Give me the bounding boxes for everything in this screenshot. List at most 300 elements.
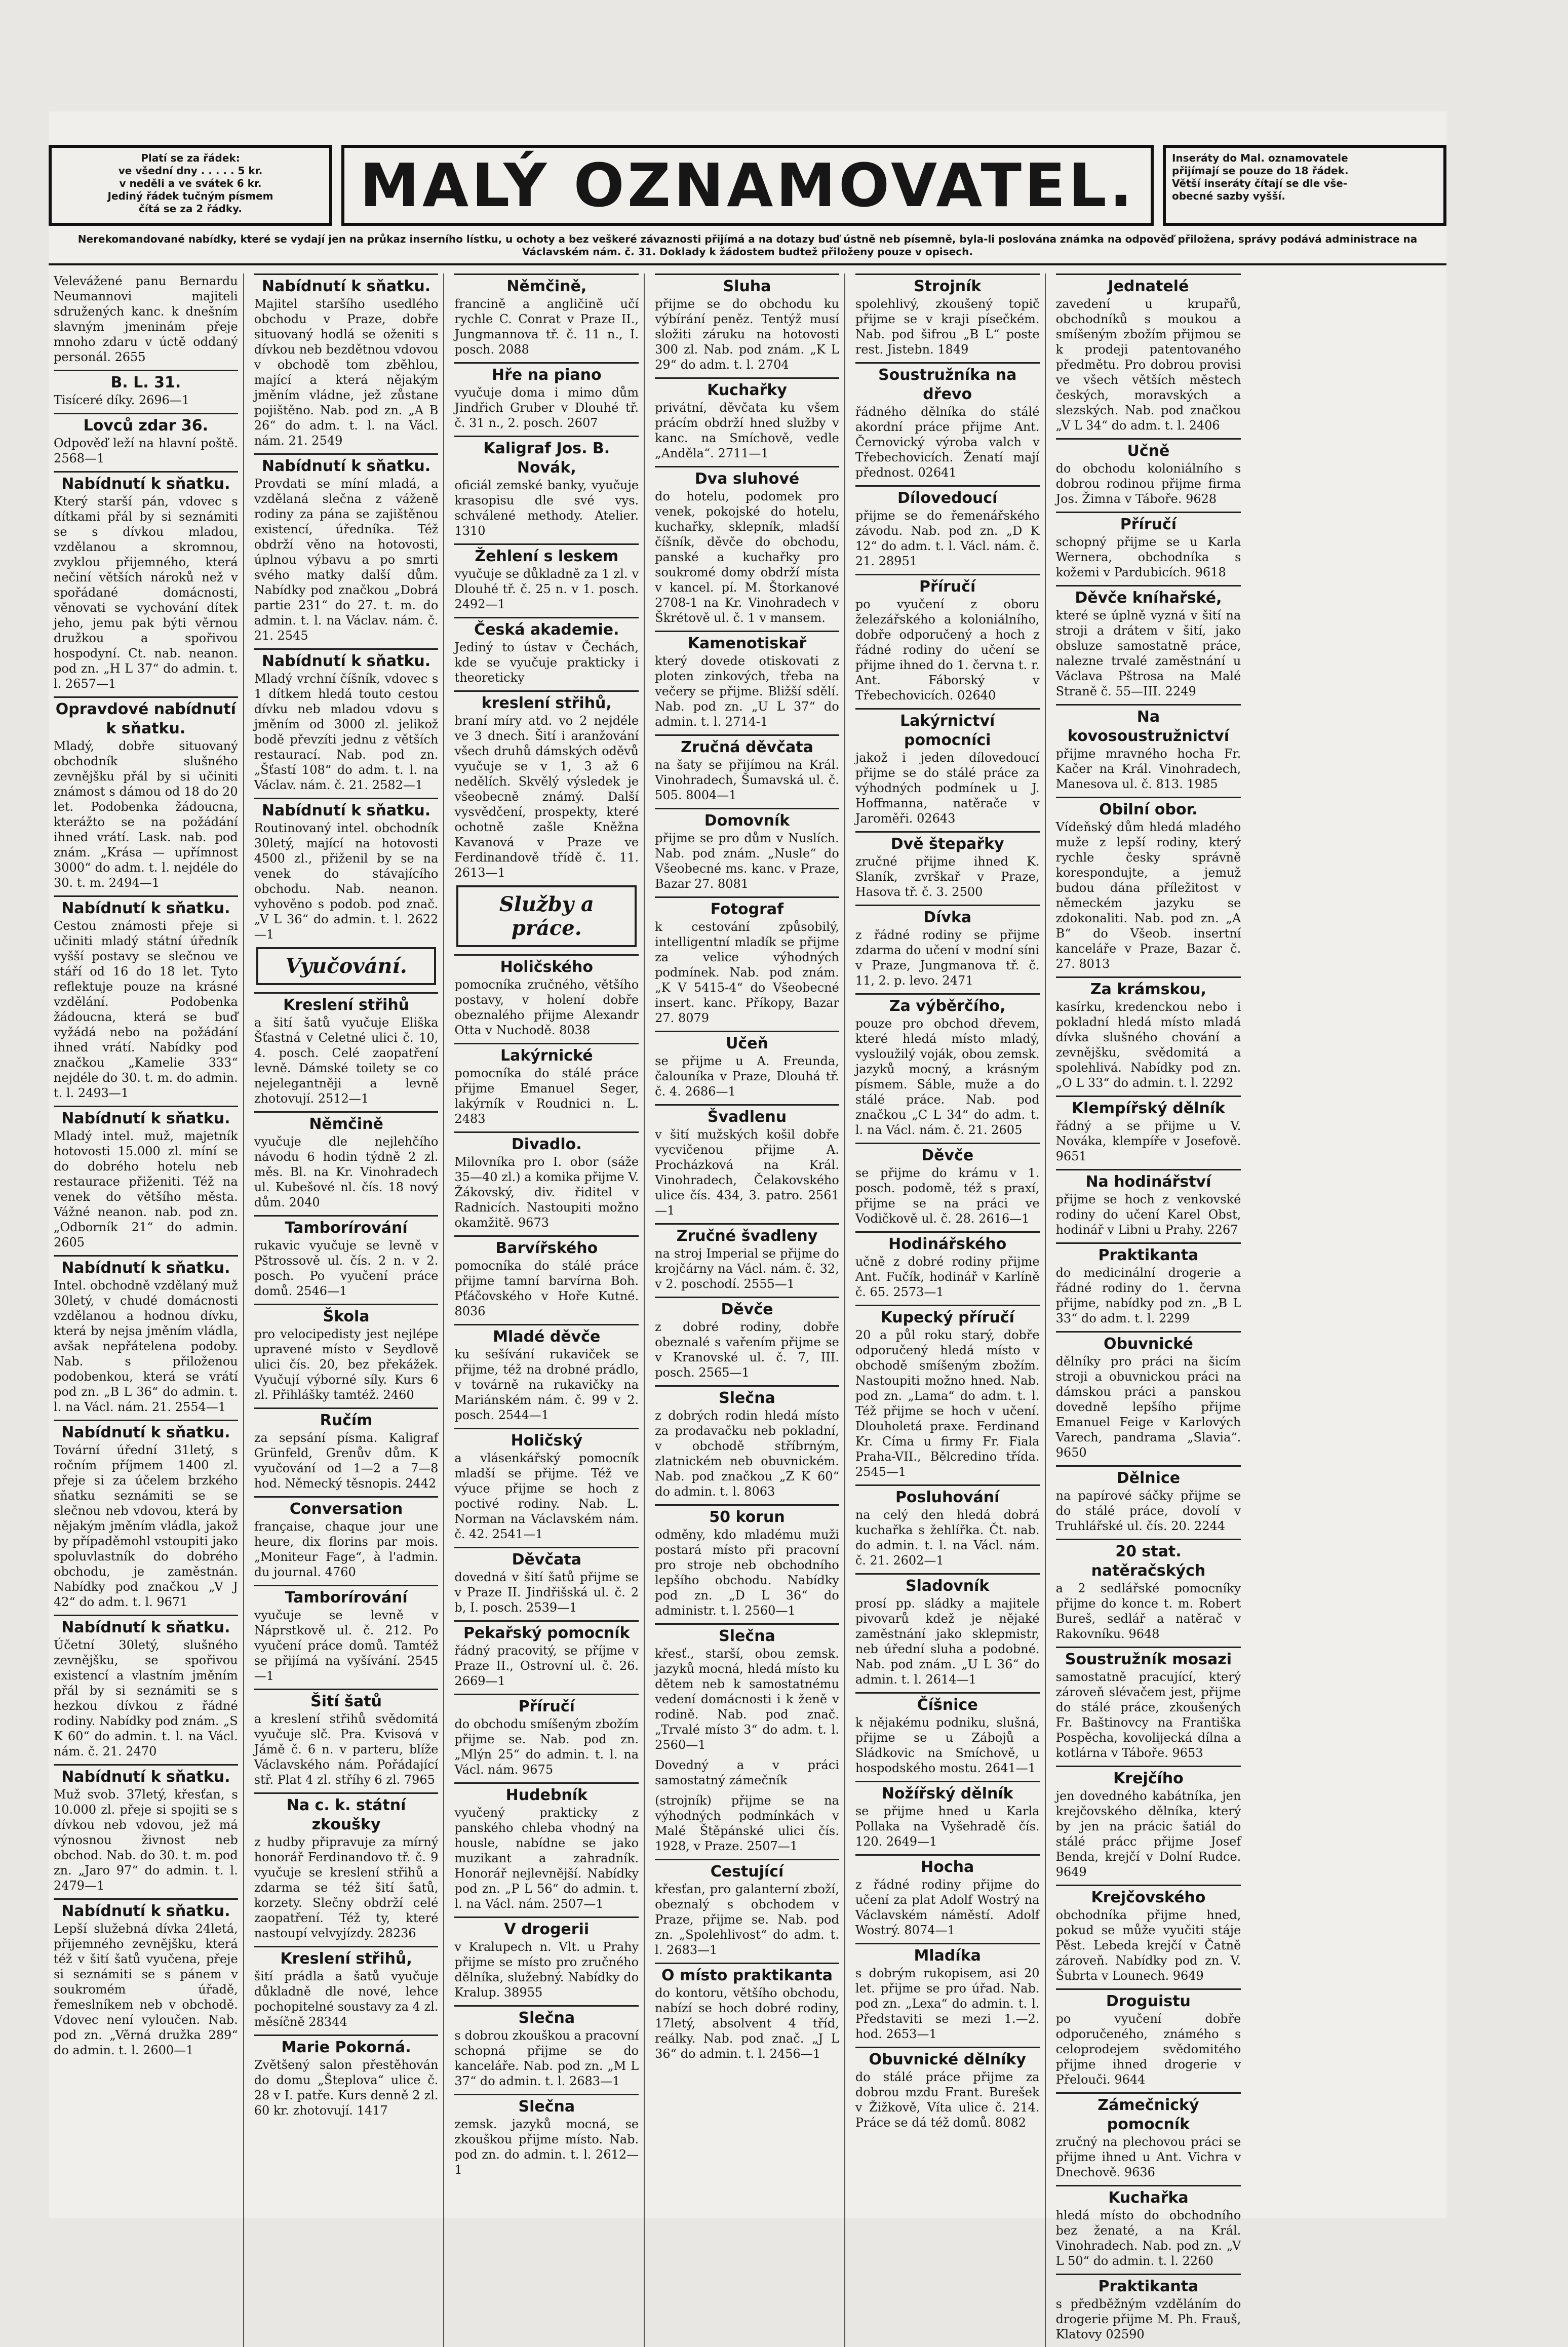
classified-ad (855, 1943, 1040, 2042)
section-heading: Služby a práce. (456, 885, 637, 947)
classified-ad (254, 798, 439, 942)
ad-text: zručný na plechovou práci se přijme ihned u Ant. Vichra v Dnechově. 9636 (1055, 2135, 1241, 2179)
ad-text: které se úplně vyzná v šití na stroji a drátem v šití, jako obsluze samostatně práce, nalezne trvalé zaměstnání u Václava Pštrosa na Malé Straně č. 55—III. 2249 (1055, 608, 1241, 698)
ad-text: privátní, děvčata ku všem prácím obdrží hned služby v kanc. na Smíchově, vedle „Anděla“. 2711—1 (655, 401, 839, 460)
page-title: MALÝ OZNAMOVATEL. (341, 145, 1154, 226)
ad-text: do medicinální drogerie a řádné rodiny do 1. června přijme, nabídky pod zn. „B L 33“ do adm. t. l. 2299 (1055, 1266, 1241, 1325)
classified-ad (54, 370, 238, 408)
ad-text: odměny, kdo mladému muži postará místo při pracovní pro stroje neb obchodního lepšího obchodu. Nabídky pod zn. „D L 36“ do administr. t. l. 2560—1 (655, 1528, 839, 1618)
ad-title: Sluha (655, 273, 839, 296)
ad-text: Účetní 30letý, slušného zevnějšku, se spořivou existencí a vlastním jměním přál by si seznámiti se s hezkou dívkou z řádné rodiny. Nabídky pod znám. „S K 60“ do admin. t. l. na Václ. nám. č. 21. 2470 (54, 1638, 238, 1758)
ad-title: Kuchařka (1056, 2185, 1241, 2208)
classified-ad (454, 1916, 639, 2000)
ad-title: Slečna (655, 1623, 839, 1646)
ad-title: Nabídnutí k sňatku. (254, 648, 439, 671)
classified-ad (1056, 512, 1241, 580)
ad-title: Dílovedoucí (855, 485, 1040, 508)
ad-text: do obchodu smíšeným zbožím přijme se. Nab. pod zn. „Mlýn 25“ do admin. t. l. na Václ. nám. 9675 (454, 1717, 639, 1777)
info-line: Inseráty do Mal. oznamovatele (1172, 152, 1348, 164)
classified-ad (655, 1297, 839, 1380)
ad-text: obchodníka přijme hned, pokud se může vyučiti stáje Pěst. Lebeda krejčí v Čatně zároveň. Nabídky pod zn. V. Šubrta v Lounech. 9649 (1055, 1908, 1241, 1983)
classified-ad (454, 1428, 639, 1542)
ad-text: na šaty se přijímou na Král. Vinohradech, Šumavská ul. č. 505. 8004—1 (655, 758, 839, 802)
ad-title: Škola (254, 1304, 439, 1326)
classified-ad (655, 1963, 839, 2061)
ad-text: Cestou známosti přeje si učiniti mladý státní úředník vyšší postavy se slečnou ve stáří od 16 do 18 let. Tyto reflektuje pouze na krásné vzdělání. Podobenka žádoucna, která se buď vyžádá nebo na požádání ihned vrátí. Nabídky pod značkou „Kamelie 333“ nejdéle do 30. t. m. do admin. t. l. 2493—1 (54, 919, 238, 1100)
classified-ad (1056, 2274, 1241, 2342)
classified-ad (1056, 1988, 1241, 2087)
classified-ad (254, 1407, 439, 1491)
classified-ad (655, 734, 839, 803)
ad-text: kasírku, kredenckou nebo i pokladní hledá místo mladá dívka slušného chování a zevnějšku, svědomitá a spolehlivá. Nabídky pod zn. „O L 33“ do admin. t. l. 2292 (1055, 1000, 1241, 1090)
ad-text: pomocníka do stálé práce přijme Emanuel Seger, lakýrník v Roudnici n. L. 2483 (454, 1066, 639, 1126)
ad-text: k cestování způsobilý, intelligentní mladík se přijme za velice výhodných podmínek. Nab. pod znám. „K V 5415-4“ do Všeobecné insert. kanc. Příkopy, Bazar 27. 8079 (655, 920, 839, 1025)
classified-ad (54, 471, 238, 691)
classified-ad (655, 896, 839, 1026)
ad-title: Nabídnutí k sňatku. (54, 1898, 238, 1921)
ad-title: Hudebník (454, 1782, 639, 1805)
classified-ad (1056, 438, 1241, 506)
ad-title: Nabídnutí k sňatku. (254, 798, 439, 820)
ad-text: s dobrým rukopisem, asi 20 let. přijme se pro úřad. Nab. pod zn. „Lexa“ do admin. t. l. Představiti se mezi 1.—2. hod. 2653—1 (855, 1966, 1040, 2041)
ad-text: a kreslení střihů svědomitá vyučuje slč. Pra. Kvisová v Jámě č. 6 n. v parteru, blíže Václavského nám. Pořádající stř. Plat 4 zl. stříhy 6 zl. 7965 (254, 1712, 439, 1787)
ad-text: prosí pp. sládky a majitele pivovarů kdež je nějaké zaměstnání jako sklepmistr, neb úřední sluha a podobné. Nab. pod znám. „U L 36“ do admin. t. l. 2614—1 (855, 1596, 1040, 1687)
ad-text: dělníky pro práci na šicím stroji a obuvnickou práci na dámskou práci a panskou dovedně lepšího přijme Emanuel Feige v Karlových Varech, pandrama „Slavia“. 9650 (1055, 1354, 1241, 1460)
ad-title: V drogerii (454, 1916, 639, 1939)
ad-text: oficiál zemské banky, vyučuje krasopisu dle své vys. schválené methody. Atelier. 1310 (454, 478, 639, 538)
ad-text: který dovede otiskovati z ploten zinkových, třeba na večery se přijme. Bližší sdělí. Nab. pod zn. „U L 37“ do admin. t. l. 2714-1 (655, 654, 839, 729)
ad-title: Děvče kníhařské, (1056, 585, 1241, 608)
classified-ad (454, 2094, 639, 2177)
ad-text: na celý den hledá dobrá kuchařka s žehlířka. Čt. nab. do admin. t. l. na Václ. nám. č. 21. 2602—1 (855, 1508, 1040, 1568)
rates-line: Jediný řádek tučným písmem (107, 190, 273, 202)
ad-title: Zručná děvčata (655, 734, 839, 757)
ad-title: Slečna (454, 2094, 639, 2117)
classified-columns (49, 273, 1446, 2341)
ad-text: jakož i jeden dílovedoucí přijme se do stálé práce za výhodných podmínek u J. Hoffmanna, natěrače v Jaroměři. 02643 (855, 751, 1040, 826)
header-rule (49, 263, 1446, 265)
classified-ad (1056, 704, 1241, 792)
classified-ad (54, 895, 238, 1101)
classified-ad (855, 1305, 1040, 1479)
classified-ad (254, 1585, 439, 1684)
classified-ad (454, 436, 639, 538)
classified-ad (1056, 1539, 1241, 1641)
column-3 (449, 273, 645, 2347)
info-box (1163, 145, 1446, 226)
ad-title: Dvě štepařky (855, 831, 1040, 854)
ad-title: Za výběrčího, (855, 993, 1040, 1016)
column-5 (850, 273, 1046, 2347)
classified-ad (254, 1304, 439, 1402)
ad-text: vyučuje se důkladně za 1 zl. v Dlouhé tř. č. 25 n. v 1. posch. 2492—1 (454, 567, 639, 611)
ad-title: O místo praktikanta (655, 1963, 839, 1985)
ad-text: Muž svob. 37letý, křesťan, s 10.000 zl. přeje si spojiti se s dívkou neb vdovou, jež má výnosnou živnost neb obchod. Nab. do 30. t. m. pod zn. „Jaro 97“ do admin. t. l. 2479—1 (54, 1787, 238, 1893)
ad-text: pouze pro obchod dřevem, které hledá místo mladý, vysloužilý voják, obou zemsk. jazyků mocný, a krásným písmem. Sáble, muže a do stálé práce. Nab. pod značkou „C L 34“ do adm. t. l. na Václ. nám. č. 21. 2605 (855, 1016, 1040, 1137)
ad-title: Děvčata (454, 1547, 639, 1570)
ad-title: Obuvnické dělníky (855, 2047, 1040, 2069)
ad-text: křesťan, pro galanterní zboží, obeznalý s obchodem v Praze, přijme se. Nab. pod zn. „Spolehlivost“ do adm. t. l. 2683—1 (655, 1882, 839, 1957)
classified-ad (254, 1111, 439, 1210)
ad-title: Nabídnutí k sňatku. (54, 1106, 238, 1128)
classified-ad (54, 273, 238, 365)
ad-title: Opravdové nabídnutí k sňatku. (54, 696, 238, 738)
rates-line: čítá se za 2 řádky. (139, 203, 242, 215)
classified-ad (454, 1235, 639, 1319)
classified-ad (655, 1504, 839, 1618)
rates-box (49, 145, 332, 226)
classified-ad (54, 1764, 238, 1893)
rates-line: v neděli a ve svátek 6 kr. (119, 177, 262, 189)
ad-title: Němčině, (454, 273, 639, 296)
classified-ad (54, 696, 238, 890)
ad-title: Lakýrnictví pomocníci (855, 708, 1040, 750)
classified-ad (1056, 585, 1241, 699)
ad-title: Nabídnutí k sňatku. (54, 895, 238, 918)
ad-title: Holičského (454, 954, 639, 977)
ad-text: v Kralupech n. Vlt. u Prahy přijme se místo pro zručného dělníka, služebný. Nabídky do Kralup. 38955 (454, 1940, 639, 2000)
ad-title: Marie Pokorná. (254, 2035, 439, 2057)
classified-ad (855, 1573, 1040, 1687)
classified-ad (855, 993, 1040, 1138)
ad-text: za sepsání písma. Kaligraf Grünfeld, Grenův dům. K vyučování od 1—2 a 7—8 hod. Německý těsnopis. 2442 (254, 1431, 439, 1491)
classified-ad (1056, 1096, 1241, 1164)
ad-text: z hudby připravuje za mírný honorář Ferdinandovo tř. č. 9 vyučuje se kreslení střihů a zdarma se též šití šatů, korzety. Slečny obdrží celé zaopatření. Též ty, které nastoupí velvyjízdy. 28236 (254, 1835, 439, 1940)
ad-text: řádný a se přijme u V. Nováka, klempíře v Josefově. 9651 (1055, 1119, 1241, 1163)
ad-title: Kaligraf Jos. B. Novák, (454, 436, 639, 478)
ad-text: do obchodu koloniálního s dobrou rodinou přijme firma Jos. Žimna v Táboře. 9628 (1055, 461, 1241, 506)
ad-text: se přijme u A. Freunda, čalouníka v Praze, Dlouhá tř. č. 4. 2686—1 (655, 1054, 839, 1099)
ad-text: křesť., starší, obou zemsk. jazyků mocná, hledá místo ku dětem neb k samostatnému vedení domácnosti i k ženě v rodině. Nab. pod znač. „Trvalé místo 3“ do adm. t. l. 2560—1 (655, 1647, 839, 1752)
ad-text: française, chaque jour une heure, dix florins par mois. „Moniteur Fage“, à l'admin. du journal. 4760 (254, 1519, 439, 1579)
ad-text: samostatně pracující, který zároveň slévačem jest, přijme do stálé práce, zkoušených Fr. Baštinovcy na Františka Pospěcha, kovolijecká dílna a kotlárna v Táboře. 9653 (1055, 1670, 1241, 1760)
classified-ad (454, 2005, 639, 2089)
ad-title: Kuchařky (655, 377, 839, 400)
classified-ad (855, 905, 1040, 988)
ad-title: Dva sluhové (655, 466, 839, 489)
ad-text: zručné přijme ihned K. Slaník, zvrškař v Praze, Hasova tř. č. 3. 2500 (855, 854, 1040, 899)
ad-title: Krejčovského (1056, 1885, 1241, 1907)
classified-ad (655, 1859, 839, 1958)
ad-text: se přijme do krámu v 1. posch. podomě, též s praxí, přijme se na práci ve Vodičkově ul. č. 28. 2616—1 (855, 1166, 1040, 1226)
classified-ad (254, 1215, 439, 1299)
ad-text: vyučuje dle nejlehčího návodu 6 hodin týdně 2 zl. měs. Bl. na Kr. Vinohradech ul. Kubešové nl. čís. 18 nový dům. 2040 (254, 1135, 439, 1209)
ad-text: Velevážené panu Bernardu Neumannovi majiteli sdružených kanc. k dnešním slavným jmeninám přeje mnoho zdaru v úctě oddaný personál. 2655 (54, 274, 238, 364)
ad-title: Mladíka (855, 1943, 1040, 1966)
ad-title: Hodinářského (855, 1231, 1040, 1254)
ad-text: s dobrou zkouškou a pracovní schopná přijme se do kanceláře. Nab. pod zn. „M L 37“ do admin. t. l. 2683—1 (454, 2028, 639, 2088)
ad-text: Lepší služebná dívka 24letá, přijemného zevnějšku, která též v šití šatů vyučena, přeje si seznámiti se s pánem v soukromém úřadě, řemeslníkem neb v obchodě. Vdovec není vyloučen. Nab. pod zn. „Věrná družka 289“ do admin. t. l. 2600—1 (54, 1922, 238, 2057)
ad-text: Který starší pán, vdovec s dítkami přál by si seznámiti se s dívkou mladou, vzdělanou a skromnou, zvyklou přijemného, která nečiní větších nároků než v spořádané domácnosti, věnovati se vychování dítek jeho, jemu pak býti věrnou družkou a spořivou hospodyní. Ct. nab. neanon. pod zn. „H L 37“ do admin. t. l. 2657—1 (54, 494, 238, 691)
ad-title: Česká akademie. (454, 617, 639, 640)
ad-text: Mladý intel. muž, majetník hotovosti 15.000 zl. míní se do dobrého hotelu neb restaurace přiženiti. Též na venek do většího města. Vážné neanon. nab. pod zn. „Odborník 21“ do admin. 2605 (54, 1129, 238, 1249)
ad-text: spolehlivý, zkoušený topič přijme se v kraji písečkém. Nab. pod šifrou „B L“ poste rest. Jistebn. 1849 (855, 297, 1040, 357)
classified-ad (254, 1496, 439, 1580)
ad-title: Švadlenu (655, 1104, 839, 1127)
ad-text: přijme mravného hocha Fr. Kačer na Král. Vinohradech, Manesova ul. č. 813. 1985 (1055, 747, 1241, 791)
ad-text: Dovedný a v práci samostatný zámečník (655, 1758, 839, 1787)
classified-ad (855, 2047, 1040, 2130)
ad-text: pro velocipedisty jest nejlépe upravené místo v Seydlově ulici čís. 20, bez překážek. Vyučují výborné síly. Kurs 6 zl. Přihlášky tamtéž. 2460 (254, 1327, 439, 1402)
classified-ad (855, 1143, 1040, 1226)
classified-ad (655, 1757, 839, 1788)
column-1 (49, 273, 244, 2347)
ad-text: se přijme hned u Karla Pollaka na Vyšehradě čís. 120. 2649—1 (855, 1804, 1040, 1849)
classified-ad (1056, 976, 1241, 1090)
info-line: Větší inseráty čítají se dle vše- (1172, 177, 1348, 189)
classified-ad (655, 377, 839, 461)
ad-title: Nabídnutí k sňatku. (254, 453, 439, 476)
ad-title: Soustružník mosazi (1056, 1647, 1241, 1669)
classified-ad (655, 1104, 839, 1218)
ad-text: pomocníka do stálé práce přijme tamní barvírna Boh. Pťáčovského v Hoře Kutné. 8036 (454, 1259, 639, 1318)
ad-text: ku sešívání rukaviček se přijme, též na drobné prádlo, v továrně na rukavičky na Mariánském nám. č. 99 v 2. posch. 2544—1 (454, 1347, 639, 1422)
ad-text: v šití mužských košil dobře vycvičenou přijme A. Procházková na Král. Vinohradech, Čelakovského ulice čís. 434, 3. patro. 2561—1 (655, 1127, 839, 1218)
ad-title: Dělnice (1056, 1465, 1241, 1488)
classified-ad (1056, 1465, 1241, 1534)
ad-title: Mladé děvče (454, 1324, 639, 1347)
ad-text: (strojník) přijme se na výhodných podmínkách v Malé Štěpánské ulici čís. 1928, v Praze. 2507—1 (655, 1793, 839, 1853)
classified-ad (1056, 1242, 1241, 1326)
classified-ad (855, 485, 1040, 569)
masthead-area (49, 145, 1446, 226)
ad-title: 20 stat. natěračských (1056, 1539, 1241, 1581)
ad-text: řádný pracovitý, se příjme v Praze II., Ostrovní ul. č. 26. 2669—1 (454, 1644, 639, 1688)
ad-text: Odpověď leží na hlavní poště. 2568—1 (54, 436, 238, 465)
classified-ad (254, 1946, 439, 2029)
ad-text: Tisíceré díky. 2696—1 (54, 393, 190, 407)
ad-text: jen dovedného kabátníka, jen krejčovského dělníka, který by jen na prácic šatiál do stálé prácc přijme Josef Benda, krejčí v Dolní Rudce. 9649 (1055, 1789, 1241, 1879)
classified-ad (254, 273, 439, 448)
ad-title: Sladovník (855, 1573, 1040, 1596)
ad-title: Hře na piano (454, 362, 639, 385)
ad-text: a 2 sedlářské pomocníky přijme do konce t. m. Robert Bureš, sedlář a natěrač v Rakovníku. 9648 (1055, 1581, 1241, 1641)
ad-title: Zručné švadleny (655, 1223, 839, 1246)
ad-title: Nabídnutí k sňatku. (54, 1615, 238, 1637)
ad-text: braní míry atd. vo 2 nejdéle ve 3 dnech. Šití i aranžování všech druhů dámských oděvů vyučuje se v 1, 3 až 6 nedělích. Skvělý výsledek je všeobecně známý. Další vysvědčení, prospekty, které ochotně zašle Kněžna Kavanová v Praze ve Ferdinandově třídě č. 11. 2613—1 (454, 714, 639, 880)
ad-title: Pekařský pomocník (454, 1620, 639, 1643)
classified-ad (454, 1694, 639, 1777)
classified-ad (54, 413, 238, 466)
ad-text: francině a angličině učí rychle C. Conrat v Praze II., Jungmannova tř. č. 11 n., I. posch. 2088 (454, 297, 639, 357)
classified-ad (254, 648, 439, 793)
classified-ad (855, 1692, 1040, 1776)
ad-title: Zámečnický pomocník (1056, 2092, 1241, 2134)
ad-title: Nabídnutí k sňatku. (54, 1420, 238, 1442)
classified-ad (655, 466, 839, 625)
classified-ad (855, 1231, 1040, 1300)
classified-ad (54, 1106, 238, 1250)
ad-title: Kamenotiskař (655, 631, 839, 653)
classified-ad (454, 1043, 639, 1126)
ad-text: 20 a půl roku starý, dobře odporučený hledá místo v obchodě smíšeným zbožím. Nastoupiti možno hned. Nab. pod zn. „Lama“ do adm. t. l. Též přijme se hoch v učení. Dlouholetá praxe. Ferdinand Kr. Címa u firmy Fr. Fiala Praha-VII., Bělcredino třída. 2545—1 (855, 1328, 1040, 1479)
ad-title: Lakýrnické (454, 1043, 639, 1066)
ad-text: hledá místo do obchodního bez ženaté, a na Král. Vinohradech. Nab. pod zn. „V L 50“ do admin. t. l. 2260 (1055, 2208, 1241, 2268)
ad-text: přijme se do obchodu ku výbírání peněz. Tentýž musí složiti záruku na hotovosti 300 zl. Nab. pod znám. „K L 29“ do adm. t. l. 2704 (655, 297, 839, 372)
ad-text: s předběžným vzděláním do drogerie přijme M. Ph. Frauš, Klatovy 02590 (1055, 2297, 1241, 2341)
ad-text: a vlásenkářský pomocník mladší se přijme. Též ve výuce přijme se hoch z poctivé rodiny. Nab. L. Norman na Václavském nám. č. 42. 2541—1 (454, 1451, 639, 1541)
classified-ad (655, 1385, 839, 1499)
info-line: obecné sazby vyšší. (1172, 190, 1285, 202)
classified-ad (454, 1782, 639, 1911)
ad-title: Kreslení střihů, (254, 1946, 439, 1969)
ad-title: Učně (1056, 438, 1241, 461)
ad-text: Intel. obchodně vzdělaný muž 30letý, v chudé domácnosti vzdělanou a hodnou dívku, která by nejsa jměním vládla, avšak nepřátelena podoby. Nab. s přiloženou podobenkou, která se vrátí pod zn. „B L 36“ do admin. t. l. na Václ. nám. 21. 2554—1 (54, 1278, 238, 1414)
ad-title: Žehlení s leskem (454, 543, 639, 566)
classified-ad (1056, 1647, 1241, 1761)
ad-title: Slečna (454, 2005, 639, 2028)
ad-text: k nějakému podniku, slušná, přijme se u Zábojů a Sládkovic na Smíchově, u hospodského mostu. 2641—1 (855, 1715, 1040, 1775)
ad-title: Dívka (855, 905, 1040, 927)
classified-ad (254, 453, 439, 643)
ad-title: Domovník (655, 808, 839, 831)
ad-title: B. L. 31. (54, 370, 238, 393)
ad-text: učně z dobré rodiny přijme Ant. Fučík, hodinář v Karlíně č. 65. 2573—1 (855, 1255, 1040, 1299)
rates-line: ve všední dny . . . . . 5 kr. (118, 165, 263, 177)
ad-text: do hotelu, podomek pro venek, pokojské do hotelu, kuchařky, sklepník, mladší číšník, děvče do obchodu, panské a kuchařky pro soukromé domy obdrží místa v kancel. pí. M. Štorkanové 2708-1 na Kr. Vinohradech v Škrétově ul. č. 1 v mansem. (655, 489, 839, 625)
ad-text: řádného dělníka do stálé akordní práce přijme Ant. Černovický výroba valch v Třebechovicích. Ženatí mají přednost. 02641 (855, 405, 1040, 480)
ad-title: Obuvnické (1056, 1331, 1241, 1354)
ad-title: Cestující (655, 1859, 839, 1882)
ad-text: Milovníka pro I. obor (sáže 35—40 zl.) a komika přijme V. Žákovský, div. řiditel v Radnicích. Nastoupiti možno okamžitě. 9673 (454, 1155, 639, 1230)
header-note: Nerekomandované nabídky, které se vydají jen na průkaz inserního lístku, u ochoty a bez veškeré závaznosti přijímá a na dotazy buď ústně neb písemně, byla-li poslována známka na odpověď přiložena, správy podává administrace na Václavském nám. č. 31. Doklady k žádostem budtež přiloženy pouze v opisech. (77, 233, 1418, 258)
ad-title: Nabídnutí k sňatku. (254, 273, 439, 296)
ad-title: Obilní obor. (1056, 797, 1241, 819)
ad-title: Děvče (855, 1143, 1040, 1165)
classified-ad (54, 1898, 238, 2058)
ad-title: Ručím (254, 1407, 439, 1430)
info-line: přijímají se pouze do 18 řádek. (1172, 165, 1349, 177)
ad-title: Conversation (254, 1496, 439, 1519)
classified-ad (454, 1324, 639, 1423)
classified-ad (454, 362, 639, 431)
ad-title: Soustružníka na dřevo (855, 362, 1040, 404)
ad-title: Jednatelé (1056, 273, 1241, 296)
ad-text: z řádné rodiny se přijme zdarma do učení v modní síni v Praze, Jungmanova tř. č. 11, 2. p. levo. 2471 (855, 928, 1040, 988)
ad-text: přijme se do řemenářského závodu. Nab. pod zn. „D K 12“ do adm. t. l. Václ. nám. č. 21. 28951 (855, 508, 1040, 568)
ad-text: z dobrých rodin hledá místo za prodavačku neb pokladní, v obchodě stříbrným, zlatnickém neb obuvnickém. Nab. pod značkou „Z K 60“ do admin. t. l. 8063 (655, 1409, 839, 1499)
ad-title: Divadlo. (454, 1131, 639, 1154)
ad-text: Provdati se míní mladá, a vzdělaná slečna z váženě rodiny za pána se zajištěnou existencí, úředníka. Též obdrží věno na hotovosti, úplnou výbavu a po smrti svého matky další dům. Nabídky pod značkou „Dobrá partie 231“ do 27. t. m. do admin. t. l. na Václav. nám. č. 21. 2545 (254, 477, 439, 643)
ad-title: Za krámskou, (1056, 976, 1241, 999)
rates-line: Platí se za řádek: (141, 152, 240, 164)
ad-title: Tamborírování (254, 1215, 439, 1238)
ad-title: Kreslení střihů (254, 992, 439, 1015)
ad-title: Praktikanta (1056, 2274, 1241, 2296)
ad-title: Holičský (454, 1428, 639, 1451)
ad-text: z dobré rodiny, dobře obeznalé s vařením přijme se v Kranovské ul. č. 7, III. posch. 2565—1 (655, 1320, 839, 1380)
ad-text: do stálé práce přijme za dobrou mzdu Frant. Burešek v Žižkově, Víta ulice č. 214. Práce se dá též domů. 8082 (855, 2070, 1040, 2130)
classified-ad (1056, 1885, 1241, 1983)
classified-ad (54, 1255, 238, 1415)
ad-title: Příručí (1056, 512, 1241, 534)
ad-text: vyučený prakticky z panského chleba vhodný na housle, nabídne se jako muzikant a zahradník. Honorář nejlevnější. Nabídky pod zn. „P L 56“ do admin. t. l. na Václ. nám. 2507—1 (454, 1806, 639, 1911)
ad-title: Učeň (655, 1031, 839, 1053)
column-4 (650, 273, 845, 2347)
classified-ad (54, 1420, 238, 1610)
ad-title: Nabídnutí k sňatku. (54, 471, 238, 494)
ad-title: Příručí (855, 574, 1040, 597)
ad-text: dovedná v šití šatů přijme se v Praze II. Jindřišská ul. č. 2 b, I. posch. 2539—1 (454, 1570, 639, 1615)
ad-title: kreslení střihů, (454, 690, 639, 713)
ad-title: Na kovosoustružnictví (1056, 704, 1241, 746)
ad-text: na stroj Imperial se přijme do krojčárny na Václ. nám. č. 32, v 2. poschodí. 2555—1 (655, 1246, 839, 1291)
classified-ad (1056, 797, 1241, 971)
ad-title: Příručí (454, 1694, 639, 1716)
classified-ad (855, 1854, 1040, 1938)
ad-title: Barvířského (454, 1235, 639, 1258)
ad-text: Mladý, dobře situovaný obchodník slušného zevnějšku přál by si učiniti známost s dámou od 18 do 20 let. Podobenka žádoucna, kterážto se na požádání ihned vrátí. Lask. nab. pod znám. „Krása — upřímnost 3000“ do adm. t. l. nejdéle do 30. t. m. 2494—1 (54, 739, 238, 890)
classified-ad (655, 631, 839, 729)
ad-title: Němčině (254, 1111, 439, 1134)
ad-text: zavedení u krupařů, obchodníků s moukou a smíšeným zbožím přijmou se k prodeji patentovaného předmětu. Pro dobrou provisi ve všech větších městech českých, moravských a slezských. Nab. pod značkou „V L 34“ do adm. t. l. 2406 (1055, 297, 1241, 433)
ad-text: vyučuje se levně v Náprstkově ul. č. 212. Po vyučení práce domů. Tamtéž se přijímá na vyšívání. 2545—1 (254, 1608, 439, 1683)
classified-ad (454, 1547, 639, 1615)
ad-text: přijme se hoch z venkovské rodiny do učení Karel Obst, hodinář v Libni u Prahy. 2267 (1055, 1192, 1241, 1237)
ad-text: zemsk. jazyků mocná, se zkouškou přijme místo. Nab. pod zn. do admin. t. l. 2612—1 (454, 2117, 639, 2177)
classified-ad (254, 1792, 439, 1941)
ad-text: Vídeňský dům hledá mladého muže z lepší rodiny, který rychle česky správně korespondujte, a jemuž budou dána příležitost v německém jazyku se zdokonaliti. Nab. pod zn. „A B“ do Všeob. insertní kanceláře v Praze, Bazar č. 27. 8013 (1055, 820, 1241, 971)
classified-ad (855, 708, 1040, 826)
classified-ad (855, 273, 1040, 357)
column-2 (249, 273, 445, 2347)
ad-text: z řádné rodiny přijme do učení za plat Adolf Wostrý na Václavském náměstí. Adolf Wostrý. 8074—1 (855, 1877, 1040, 1937)
classified-ad (1056, 2092, 1241, 2180)
ad-title: Droguistu (1056, 1988, 1241, 2011)
classified-ad (1056, 1169, 1241, 1237)
classified-ad (454, 690, 639, 880)
ad-title: Lovců zdar 36. (54, 413, 238, 436)
ad-title: Kupecký příručí (855, 1305, 1040, 1327)
ad-title: Hocha (855, 1854, 1040, 1877)
ad-text: na papírové sáčky přijme se do stálé práce, dovolí v Truhlářské ul. čís. 20. 2244 (1055, 1489, 1241, 1533)
ad-text: Majitel staršího usedlého obchodu v Praze, dobře situovaný hodlá se oženiti s dívkou neb bezdětnou vdovou v obchodě tom zběhlou, mající a která nějakým jměním vládne, jež zůstane pojištěno. Nab. pod zn. „A B 26“ do adm. t. l. na Václ. nám. 21. 2549 (254, 297, 439, 448)
ad-title: Tamborírování (254, 1585, 439, 1608)
ad-title: Číšnice (855, 1692, 1040, 1715)
classified-ad (655, 1623, 839, 1752)
ad-title: Na c. k. státní zkoušky (254, 1792, 439, 1834)
ad-text: Mladý vrchní číšník, vdovec s 1 dítkem hledá touto cestou dívku neb mladou vdovu s jměním od 3000 zl. jelikož bodě převzíti jednu z větších restaurací. Nab. pod zn. „Šťastí 108“ do adm. t. l. na Václav. nám. č. 21. 2582—1 (254, 672, 439, 792)
ad-title: Posluhování (855, 1484, 1040, 1507)
classified-ad (655, 273, 839, 372)
classified-ad (655, 1223, 839, 1292)
ad-text: rukavic vyučuje se levně v Pštrossově ul. čís. 2 n. v 2. posch. Po vyučení práce domů. 2546—1 (254, 1238, 439, 1298)
ad-title: Děvče (655, 1297, 839, 1319)
ad-title: Klempířský dělník (1056, 1096, 1241, 1118)
classified-ad (454, 954, 639, 1038)
classified-ad (454, 1620, 639, 1689)
classified-ad (1056, 2185, 1241, 2268)
ad-text: šití prádla a šatů vyučuje důkladně dle nové, lehce pochopitelné soustavy za 4 zl. měsíčně 28344 (254, 1969, 439, 2029)
classified-ad (855, 831, 1040, 899)
ad-title: Strojník (855, 273, 1040, 296)
ad-text: pomocníka zručného, většího postavy, v holení dobře obeznalého přijme Alexandr Otta v Nuchodě. 8038 (454, 977, 639, 1037)
ad-title: Nabídnutí k sňatku. (54, 1255, 238, 1278)
ad-text: schopný přijme se u Karla Wernera, obchodníka s kožemi v Pardubicích. 9618 (1055, 535, 1241, 579)
classified-ad (855, 1781, 1040, 1849)
ad-title: Nožířský dělník (855, 1781, 1040, 1804)
classified-ad (454, 617, 639, 685)
column-6 (1051, 273, 1246, 2347)
classified-ad (855, 362, 1040, 480)
classified-ad (254, 2035, 439, 2118)
classified-ad (454, 273, 639, 357)
ad-title: Slečna (655, 1385, 839, 1408)
classified-ad (1056, 1331, 1241, 1460)
ad-title: Nabídnutí k sňatku. (54, 1764, 238, 1787)
ad-text: a šití šatů vyučuje Eliška Šťastná v Celetné ulici č. 10, 4. posch. Celé zaopatření levně. Dámské toilety se co nejelegantněji a levně zhotovují. 2512—1 (254, 1015, 439, 1106)
classified-ad (655, 808, 839, 891)
